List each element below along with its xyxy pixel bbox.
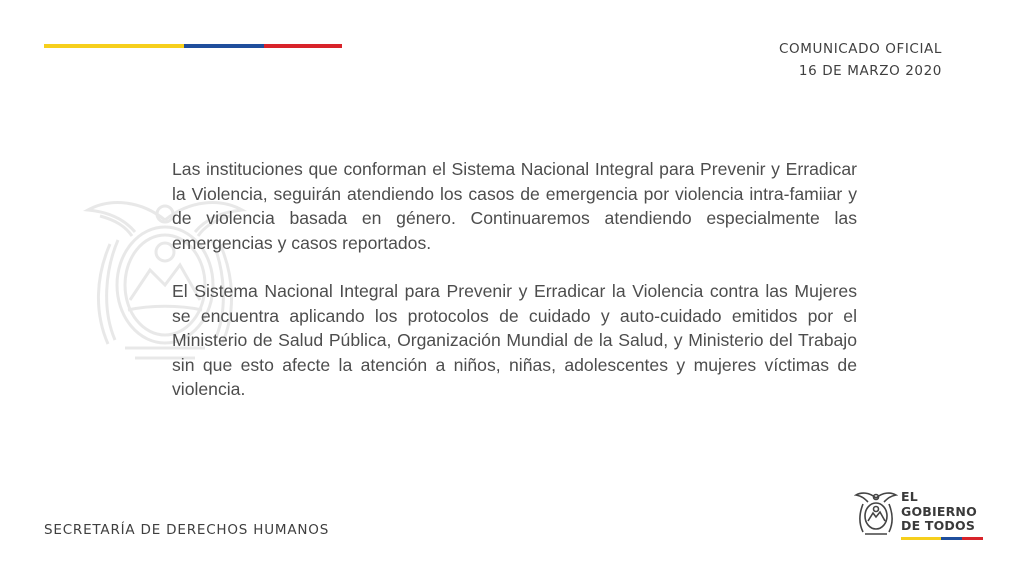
government-logo [854, 488, 986, 544]
logo-bar-blue [941, 537, 962, 540]
communique-date: 16 DE MARZO 2020 [798, 63, 942, 79]
body-paragraph: Las instituciones que conforman el Sistema Nacional Integral para Prevenir y Erradicar la Violencia, seguirán atendiendo los casos de emergencia por violencia intra-famiiar y de violencia basada en género. Continuaremos atendiendo especialmente las emergencias y casos reportados. [172, 159, 857, 253]
communique-body [172, 157, 857, 426]
communique-title: COMUNICADO OFICIAL [779, 41, 942, 57]
body-paragraph: El Sistema Nacional Integral para Prevenir y Erradicar la Violencia contra las Mujeres se encuentra aplicando los protocolos de cuidado y auto-cuidado emitidos por el Ministerio de Salud Pública, Organización Mundial de la Salud, y Ministerio del Trabajo sin que esto afecte la atención a niños, niñas, adolescentes y mujeres víctimas de violencia. [172, 281, 857, 399]
logo-bar-yellow [901, 537, 941, 540]
logo-tricolor-bar [901, 537, 983, 540]
department-name: SECRETARÍA DE DERECHOS HUMANOS [44, 522, 330, 538]
tricolor-blue [184, 44, 264, 48]
logo-line-3: DE TODOS [901, 518, 976, 533]
tricolor-red [264, 44, 342, 48]
tricolor-yellow [44, 44, 184, 48]
header-meta [779, 38, 942, 82]
logo-line-2: GOBIERNO [901, 503, 977, 519]
logo-bar-red [962, 537, 983, 540]
tricolor-bar [44, 44, 342, 48]
logo-line-1: EL [901, 489, 918, 504]
government-logo-text [901, 490, 977, 534]
coat-of-arms-icon [854, 488, 898, 540]
